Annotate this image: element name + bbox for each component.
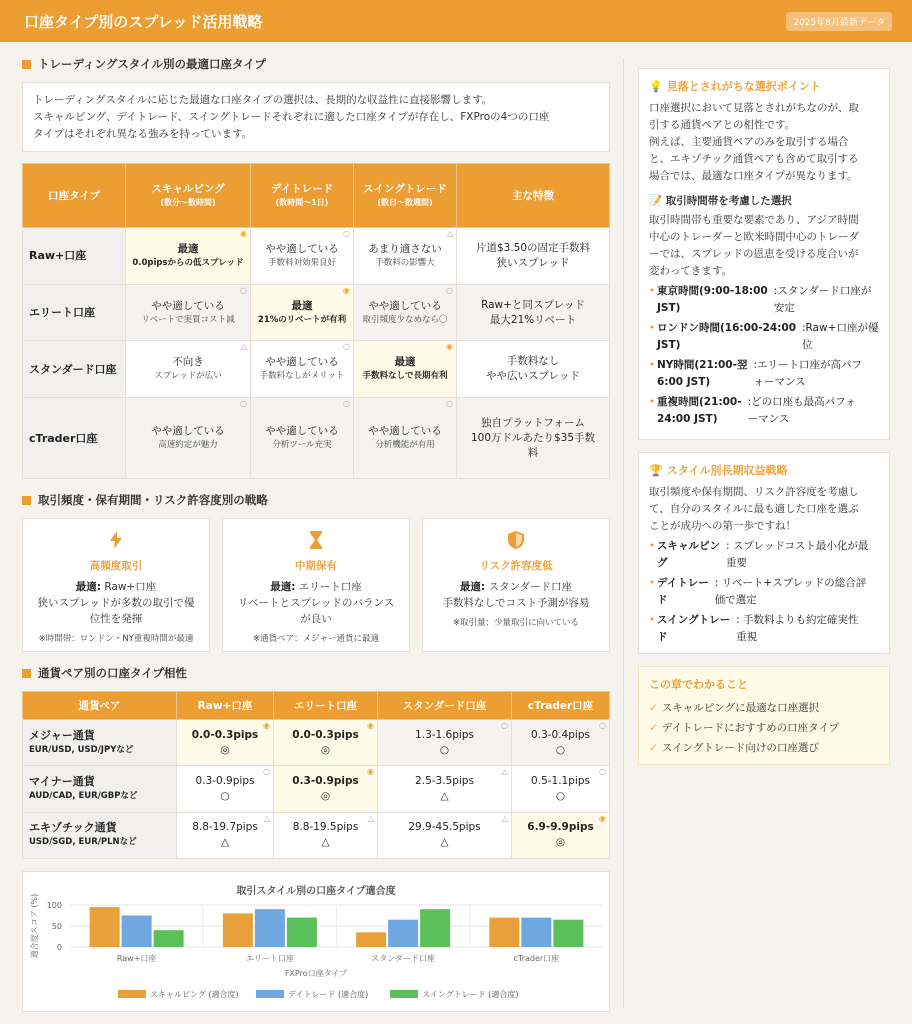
pair-table [22,691,610,859]
col-header: 主な特徴 [457,164,610,228]
rating-mark-icon: ○ [263,767,270,777]
table-cell: ○ やや適している リベートで実質コスト減 [126,284,251,341]
check-icon: ✓ [649,742,658,754]
legend-label: スイングトレード (適合度) [422,990,519,999]
table-cell: △ 2.5-3.5pips △ [378,766,512,812]
rating-mark-icon: ○ [343,342,350,352]
list-item: ✓ スイングトレード向けの口座選び [649,742,819,754]
row-header: スタンダード口座 [23,341,126,398]
col-header: エリート口座 [274,692,378,720]
table-row [23,398,610,479]
bar [356,932,386,947]
x-tick-label: スタンダード口座 [371,954,435,963]
col-header: デイトレード (数時間〜1日) [251,164,354,228]
bar [489,918,519,947]
rating-mark-icon: ◉ [367,767,374,777]
legend-swatch [256,990,284,998]
rating-mark-icon: ○ [446,399,453,409]
bullet-icon: • [649,285,656,297]
rating-mark-icon: ◉ [263,721,270,730]
page-title: 口座タイプ別のスプレッド活用戦略 [24,12,263,31]
rating-mark-icon: ○ [343,229,350,238]
shield-icon [423,529,609,551]
legend-swatch [118,990,146,998]
bar [223,913,253,947]
bar [420,909,450,947]
bar [553,920,583,947]
y-axis-label: 適合度スコア (%) [30,893,39,959]
style-table [22,163,610,479]
col-header: cTrader口座 [512,692,610,720]
bar [287,918,317,947]
bar [388,920,418,947]
memo-icon: 📝 [649,195,663,207]
bar [122,916,152,948]
bullet-icon: • [649,396,656,408]
table-cell: ○ やや適している 取引頻度少なめなら〇 [354,284,457,341]
feature-cell: 片道$3.50の固定手数料 狭いスプレッド [457,228,610,285]
table-cell: △ 8.8-19.5pips △ [274,812,378,858]
list-item: • スキャルピン グ : スプレッドコスト最小化が最 重要 [649,538,879,572]
x-axis-label: FXPro口座タイプ [284,969,348,978]
rating-mark-icon: ◉ [343,285,350,295]
bullet-icon: • [649,540,656,552]
table-cell: △ 29.9-45.5pips △ [378,812,512,858]
col-header: Raw+口座 [177,692,274,720]
list-item: • スイングトレー ド : 手数料よりも約定確実性 重視 [649,612,879,646]
table-cell: △ 8.8-19.7pips △ [177,812,274,858]
fit-chart [22,871,610,1012]
bullet-icon: • [649,322,656,334]
list-item: • ロンドン時間(16:00-24:00 JST) :Raw+口座が優 位 [649,320,879,354]
table-cell: ○ 1.3-1.6pips ○ [378,720,512,766]
rating-mark-icon: ○ [343,399,350,409]
table-row [23,720,610,766]
strategy-cards [22,518,610,652]
bar [521,918,551,947]
row-header: Raw+口座 [23,228,126,285]
feature-cell: 独自プラットフォーム 100万ドルあたり$35手数 料 [457,398,610,479]
table-cell: ○ 0.5-1.1pips ○ [512,766,610,812]
rating-mark-icon: △ [446,229,453,238]
table-row [23,284,610,341]
rating-mark-icon: △ [501,767,508,777]
chart-svg [23,872,609,1011]
rating-mark-icon: △ [501,813,508,823]
rating-mark-icon: ◉ [446,342,453,352]
rating-mark-icon: △ [240,342,247,352]
check-icon: ✓ [649,702,658,714]
date-badge: 2025年8月最新データ [786,12,892,31]
page-header [0,0,912,42]
list-item: • 重複時間(21:00- 24:00 JST) :どの口座も最高パフォ ーマンス [649,394,879,428]
table-row [23,341,610,398]
chart-title: 取引スタイル別の口座タイプ適合度 [236,886,396,897]
longterm-box: 🏆 スタイル別長期収益戦略 取引頻度や保有期間、リスク許容度を考慮し て、自分のスタイルに最も適した口座を選ぶ ことが成功への第一歩ですね！ • スキャルピン グ : スプレッドコスト最小化が最 重要 • デイトレー ド : リベート+スプレッドの総合評 価で選定 • スイングトレー ド : 手数料よりも約定確実性 重視 [638,452,890,654]
legend-label: デイトレード (適合度) [288,990,369,999]
style-list [649,538,879,646]
table-cell: ○ やや適している 分析機能が有用 [354,398,457,479]
section-title-strategy: 取引頻度・保有期間・リスク許容度別の戦略 [22,488,610,512]
card-low-risk: リスク許容度低 最適: スタンダード口座 手数料なしでコスト予測が容易 ※取引量：少量取引に向いている [422,518,610,652]
table-cell: ◉ 0.0-0.3pips ◎ [177,720,274,766]
tips-box: 💡 見落とされがちな選択ポイント 口座選択において見落とされがちなのが、取 引する通貨ペアとの相性です。 例えば、主要通貨ペアのみを取引する場合 と、エキゾチック通貨ペアも含めて取引する 場合では、最適な口座タイプが異なります。 📝 取引時間帯を考慮した選択 取引時間帯も重要な要素であり、アジア時間 中心のトレーダーと欧米時間中心のトレーダ ーでは、スプレッドの恩恵を受ける度合いが 変わってきます。 • 東京時間(9:00-18:00 JST) :スタンダード口座が 安定 • ロンドン時間(16:00-24:00 JST) :Raw+口座が優 位 • NY時間(21:00-翌 6:00 JST) :エリート口座が高パフ ォーマンス • 重複時間(21:00- 24:00 JST) :どの口座も最高パフォ ーマンス [638,68,890,440]
square-icon [22,496,31,505]
feature-cell: Raw+と同スプレッド 最大21%リベート [457,284,610,341]
section-title-pairs: 通貨ペア別の口座タイプ相性 [22,661,610,685]
y-tick-label: 100 [46,901,62,910]
table-cell: ○ やや適している 手数料なしがメリット [251,341,354,398]
bullet-icon: • [649,577,656,589]
list-item: ✓ デイトレードにおすすめの口座タイプ [649,722,840,734]
col-header: スイングトレード (数日〜数週間) [354,164,457,228]
table-cell: ◉ 0.0-0.3pips ◎ [274,720,378,766]
table-cell: ◉ 6.9-9.9pips ◎ [512,812,610,858]
legend-label: スキャルピング (適合度) [150,990,239,999]
intro-text: トレーディングスタイルに応じた最適な口座タイプの選択は、長期的な収益性に直接影響します。 スキャルピング、デイトレード、スイングトレードそれぞれに適した口座タイプが存在し、FXProの4つの口座 タイプはそれぞれ異なる強みを持っています。 [22,82,610,152]
lightbulb-icon: 💡 [649,79,663,93]
list-item: • デイトレー ド : リベート+スプレッドの総合評 価で選定 [649,575,879,609]
col-header: スタンダード口座 [378,692,512,720]
x-tick-label: cTrader口座 [513,954,560,963]
col-header: 通貨ペア [23,692,177,720]
list-item: • 東京時間(9:00-18:00 JST) :スタンダード口座が 安定 [649,283,879,317]
rating-mark-icon: ○ [599,721,606,730]
table-cell: ◉ 最適 手数料なしで長期有利 [354,341,457,398]
rating-mark-icon: ○ [446,285,453,295]
table-cell: ◉ 0.3-0.9pips ◎ [274,766,378,812]
x-tick-label: エリート口座 [245,954,294,963]
square-icon [22,60,31,69]
y-tick-label: 50 [51,922,62,931]
table-cell: ○ 0.3-0.9pips ○ [177,766,274,812]
table-cell: ○ やや適している 高速約定が魅力 [126,398,251,479]
rating-mark-icon: ○ [240,285,247,295]
check-icon: ✓ [649,722,658,734]
rating-mark-icon: ○ [240,399,247,409]
rating-mark-icon: △ [263,813,270,823]
table-cell: ○ やや適している 分析ツール充実 [251,398,354,479]
sidebar [638,68,890,765]
table-cell: ◉ 最適 0.0pipsからの低スプレッド [126,228,251,285]
row-header: マイナー通貨 AUD/CAD, EUR/GBPなど [23,766,177,812]
rating-mark-icon: ◉ [240,229,247,238]
square-icon [22,669,31,678]
bar [154,930,184,947]
table-cell: ○ やや適している 手数料対効果良好 [251,228,354,285]
y-tick-label: 0 [56,943,62,952]
table-cell: ◉ 最適 21%のリベートが有利 [251,284,354,341]
main-column [22,52,610,1012]
row-header: エキゾチック通貨 USD/SGD, EUR/PLNなど [23,812,177,858]
learn-box: この章でわかること ✓ スキャルピングに最適な口座選択 ✓ デイトレードにおすすめの口座タイプ ✓ スイングトレード向けの口座選び [638,666,890,765]
time-list [649,283,879,428]
card-mid-term: 中期保有 最適: エリート口座 リベートとスプレッドのバランス が良い ※通貨ペア：メジャー通貨に最適 [222,518,410,652]
rating-mark-icon: △ [367,813,374,823]
list-item: • NY時間(21:00-翌 6:00 JST) :エリート口座が高パフ ォーマンス [649,357,879,391]
legend-swatch [390,990,418,998]
bullet-icon: • [649,359,656,371]
table-cell: △ 不向き スプレッドが広い [126,341,251,398]
hourglass-icon [223,529,409,551]
table-cell: △ あまり適さない 手数料の影響大 [354,228,457,285]
column-divider [623,58,624,1008]
section-title-styles: トレーディングスタイル別の最適口座タイプ [22,52,610,76]
rating-mark-icon: ○ [599,767,606,777]
x-tick-label: Raw+口座 [116,954,157,963]
rating-mark-icon: ◉ [599,813,606,823]
row-header: エリート口座 [23,284,126,341]
trophy-icon: 🏆 [649,463,663,477]
bar [90,907,120,947]
rating-mark-icon: ○ [501,721,508,730]
col-header: 口座タイプ [23,164,126,228]
card-high-frequency: 高頻度取引 最適: Raw+口座 狭いスプレッドが多数の取引で優 位性を発揮 ※時間帯：ロンドン・NY重複時間が最適 [22,518,210,652]
feature-cell: 手数料なし やや広いスプレッド [457,341,610,398]
list-item: ✓ スキャルピングに最適な口座選択 [649,702,820,714]
table-cell: ○ 0.3-0.4pips ○ [512,720,610,766]
table-row [23,228,610,285]
row-header: メジャー通貨 EUR/USD, USD/JPYなど [23,720,177,766]
table-row [23,812,610,858]
bullet-icon: • [649,614,656,626]
table-row [23,766,610,812]
bar [255,909,285,947]
row-header: cTrader口座 [23,398,126,479]
col-header: スキャルピング (数分〜数時間) [126,164,251,228]
lightning-icon [23,529,209,551]
rating-mark-icon: ◉ [367,721,374,730]
